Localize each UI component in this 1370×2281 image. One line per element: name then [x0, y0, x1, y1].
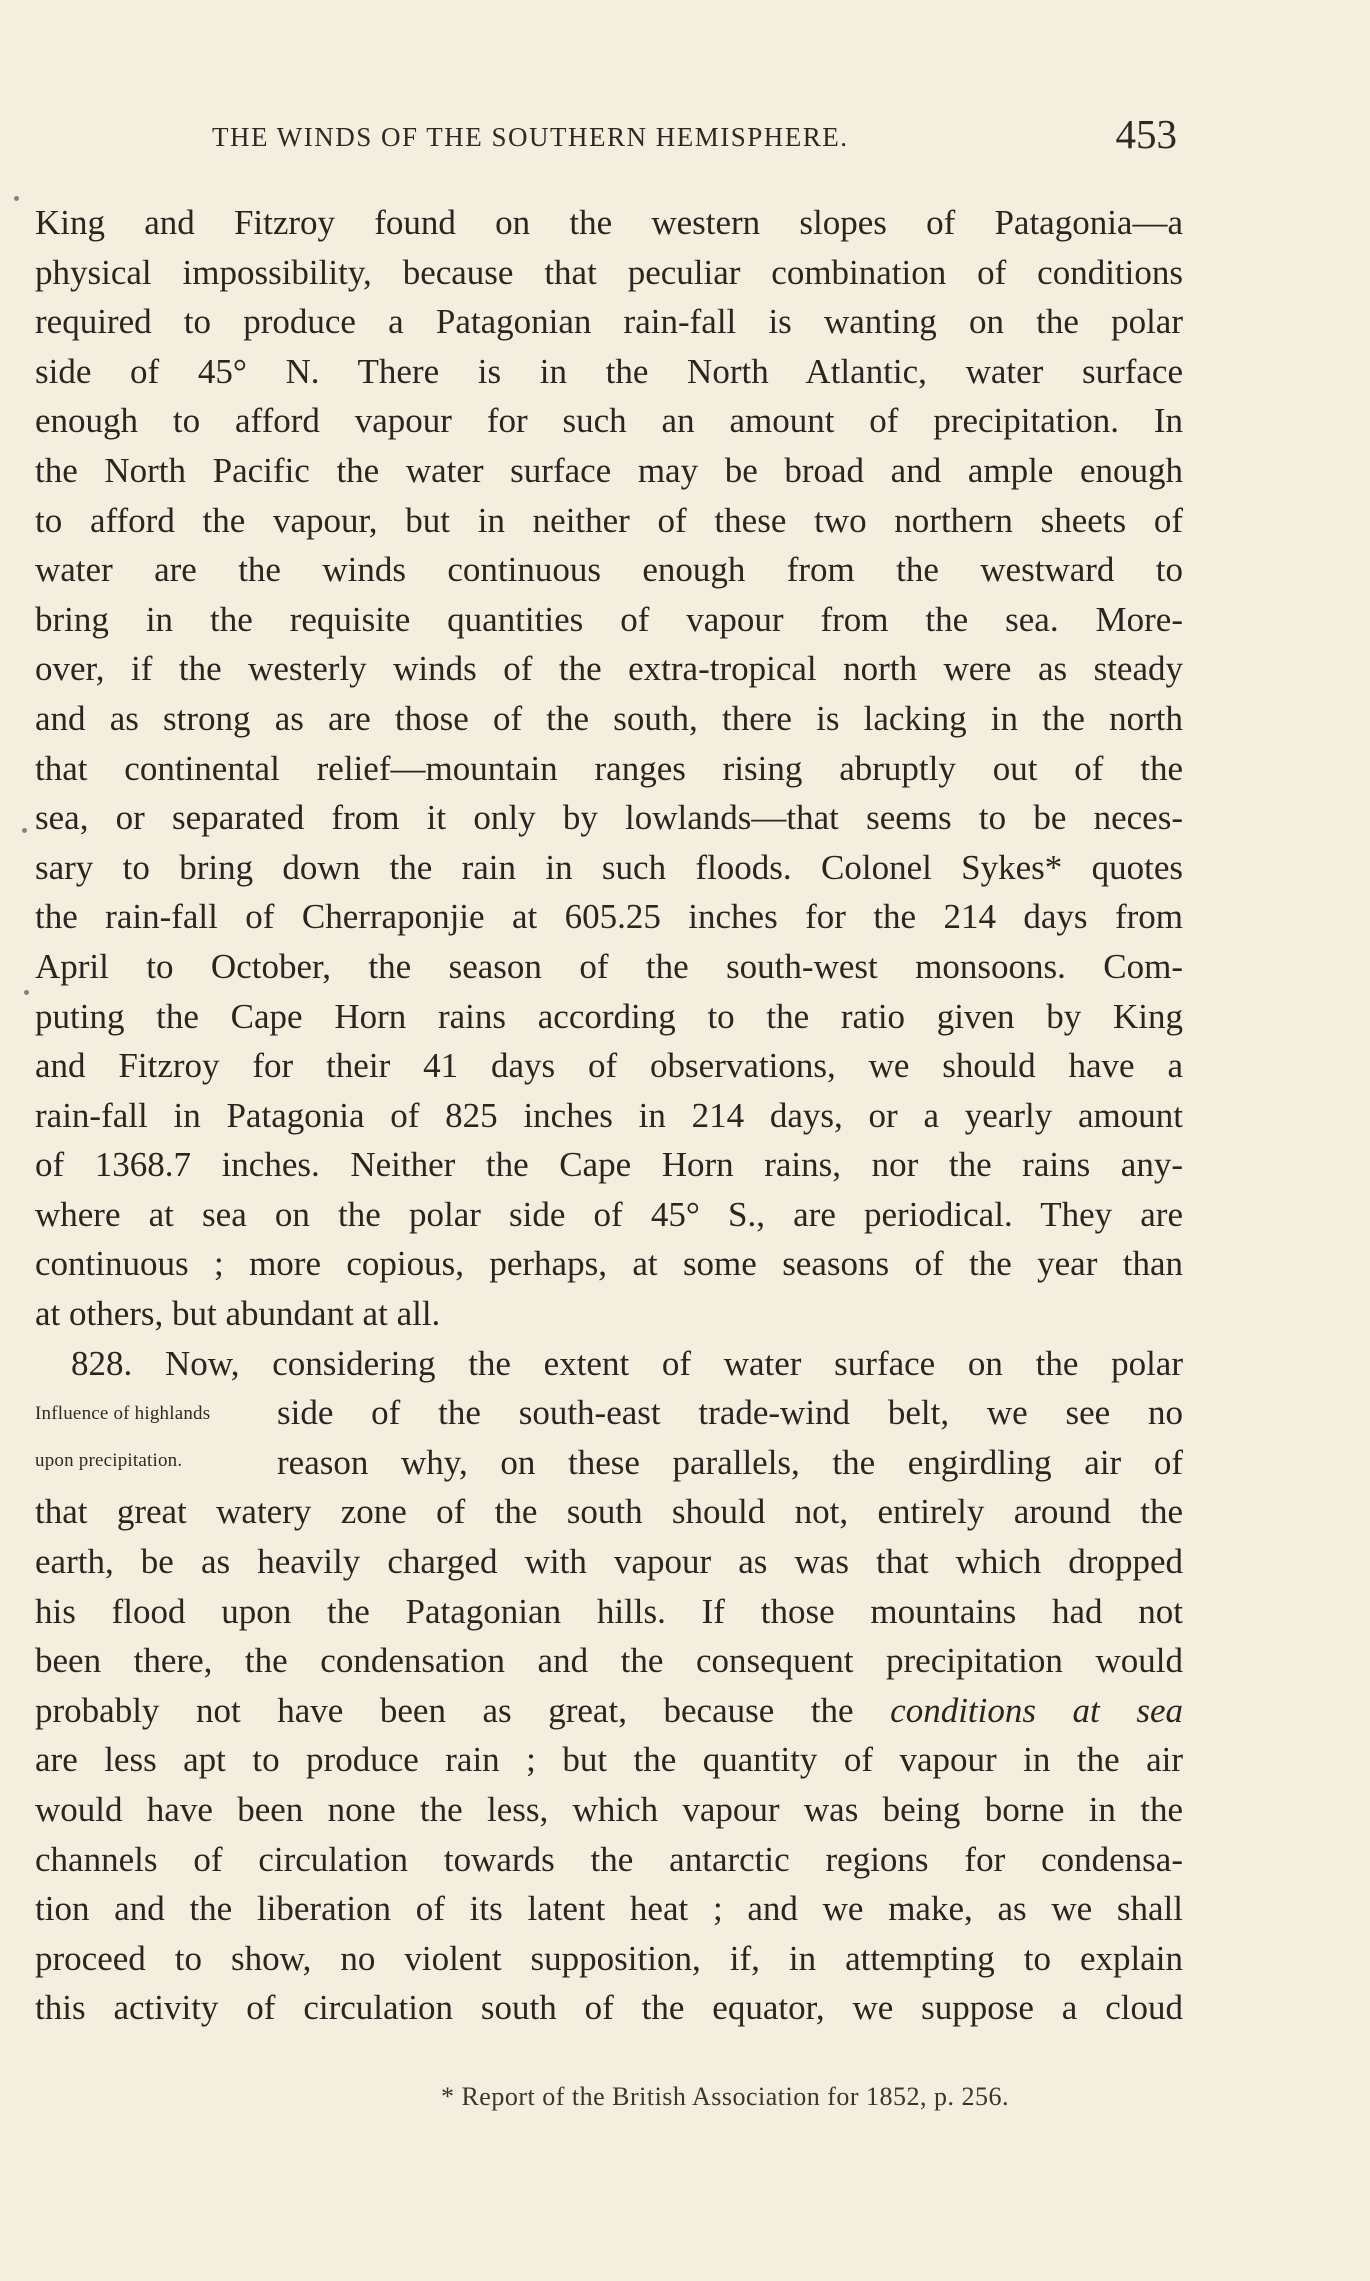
text-line: that continental relief—mountain ranges rising abruptly out of the [35, 748, 1183, 788]
running-head: THE WINDS OF THE SOUTHERN HEMISPHERE. [212, 122, 849, 152]
text-line: sary to bring down the rain in such floods. Colonel Sykes* quotes [35, 847, 1183, 887]
text-line: side of the south-east trade-wind belt, we see no [277, 1393, 1183, 1433]
text-line: channels of circulation towards the antarctic regions for condensa- [35, 1839, 1183, 1879]
text-line: sea, or separated from it only by lowlands—that seems to be neces- [35, 798, 1183, 838]
text-line: are less apt to produce rain ; but the quantity of vapour in the air [35, 1740, 1183, 1780]
text-line: his flood upon the Patagonian hills. If those mountains had not [35, 1591, 1183, 1631]
sidenote-line: Influence of highlands [35, 1403, 211, 1424]
text-line: would have been none the less, which vapour was being borne in the [35, 1790, 1183, 1829]
text-line: and as strong as are those of the south, there is lacking in the north [35, 698, 1183, 738]
text-line: side of 45° N. There is in the North Atlantic, water surface [35, 351, 1183, 391]
text-line: enough to afford vapour for such an amount of precipitation. In [35, 401, 1183, 441]
text-line: rain-fall in Patagonia of 825 inches in 214 days, or a yearly amount [35, 1095, 1183, 1135]
text-line: the rain-fall of Cherraponjie at 605.25 inches for the 214 days from [35, 897, 1183, 937]
sidenote-line: upon precipitation. [35, 1450, 183, 1471]
print-speck [22, 828, 27, 833]
text-line: and Fitzroy for their 41 days of observations, we should have a [35, 1046, 1183, 1086]
text-line: where at sea on the polar side of 45° S., are periodical. They are [35, 1194, 1183, 1234]
print-speck [14, 196, 19, 201]
text-line: proceed to show, no violent supposition, if, in attempting to explain [35, 1938, 1183, 1978]
text-line-with-italic [35, 1686, 1183, 1736]
text-line: over, if the westerly winds of the extra-tropical north were as steady [35, 649, 1183, 689]
text-line: King and Fitzroy found on the western slopes of Patagonia—a [35, 203, 1183, 242]
page-number: 453 [1115, 111, 1177, 157]
italic-phrase: conditions at sea [890, 1690, 1183, 1730]
footnote [0, 2082, 1370, 2112]
text-line: to afford the vapour, but in neither of these two northern sheets of [35, 500, 1183, 540]
print-speck [24, 990, 29, 995]
text-line: earth, be as heavily charged with vapour as was that which dropped [35, 1542, 1183, 1582]
text-line: reason why, on these parallels, the engirdling air of [277, 1442, 1183, 1482]
text-line: been there, the condensation and the consequent precipitation would [35, 1641, 1183, 1681]
paragraph-828-start: 828. Now, considering the extent of water surface on the polar [71, 1343, 1183, 1383]
text-line: the North Pacific the water surface may be broad and ample enough [35, 450, 1183, 490]
text-span: probably not have been as great, because the [35, 1690, 891, 1730]
text-line: at others, but abundant at all. [35, 1294, 441, 1334]
text-line: bring in the requisite quantities of vapour from the sea. More- [35, 599, 1183, 639]
text-line: water are the winds continuous enough from the westward to [35, 550, 1183, 590]
text-line: of 1368.7 inches. Neither the Cape Horn rains, nor the rains any- [35, 1145, 1183, 1185]
text-line: puting the Cape Horn rains according to the ratio given by King [35, 996, 1183, 1036]
body-text [35, 198, 1183, 2033]
text-line: tion and the liberation of its latent heat ; and we make, as we shall [35, 1889, 1183, 1929]
text-line: this activity of circulation south of the equator, we suppose a cloud [35, 1988, 1183, 2028]
text-line: April to October, the season of the south-west monsoons. Com- [35, 946, 1183, 986]
text-line: required to produce a Patagonian rain-fall is wanting on the polar [35, 302, 1183, 342]
text-line: continuous ; more copious, perhaps, at some seasons of the year than [35, 1244, 1183, 1284]
page-header [212, 110, 1177, 170]
footnote-text: * Report of the British Association for 1852, p. 256. [440, 2082, 1010, 2111]
text-line: physical impossibility, because that peculiar combination of conditions [35, 252, 1183, 292]
text-line: that great watery zone of the south should not, entirely around the [35, 1492, 1183, 1532]
